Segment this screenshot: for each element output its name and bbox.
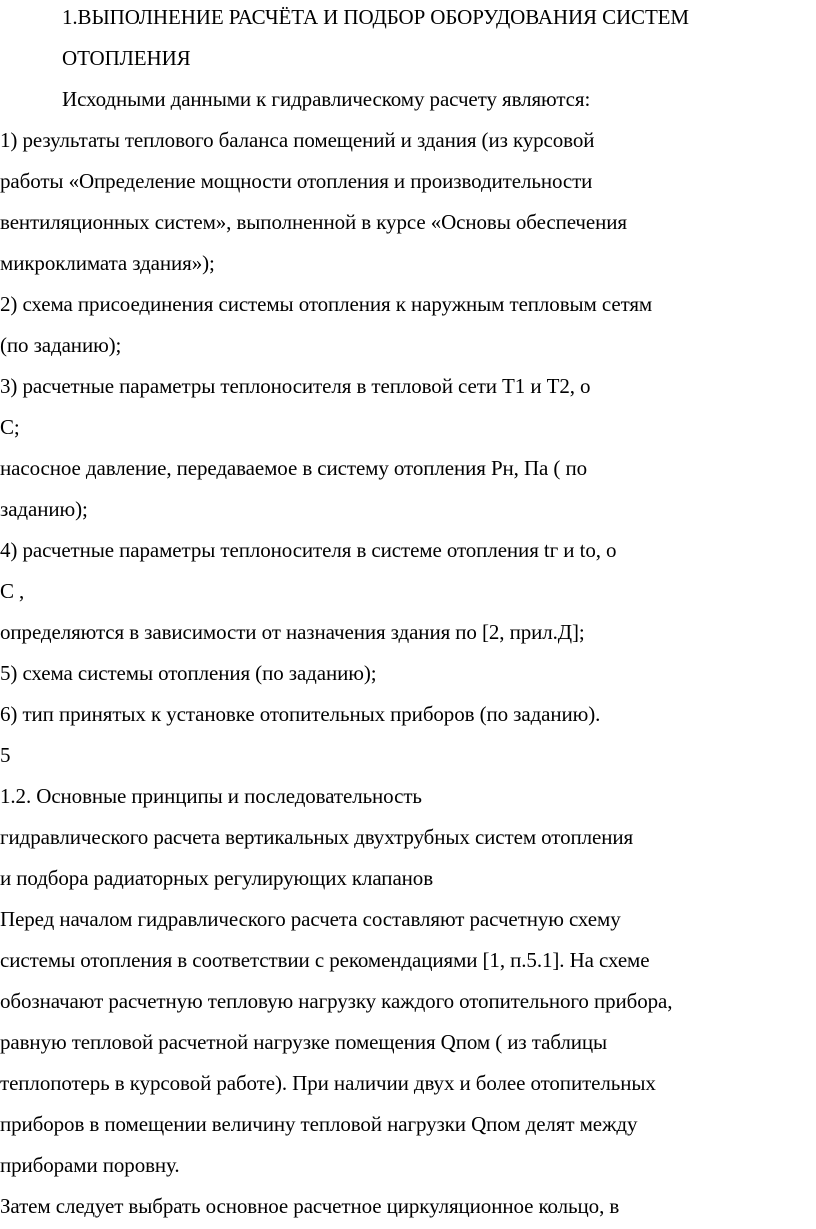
subsection-heading-line-3: и подбора радиаторных регулирующих клапанов bbox=[0, 866, 434, 890]
body-paragraph-line-2: системы отопления в соответствии с рекомендациями [1, п.5.1]. На схеме bbox=[0, 948, 650, 972]
list-item-1-line-1: 1) результаты теплового баланса помещений и здания (из курсовой bbox=[0, 128, 595, 152]
body-paragraph-line-8: Затем следует выбрать основное расчетное циркуляционное кольцо, в bbox=[0, 1194, 620, 1218]
list-item-1-line-2: работы «Определение мощности отопления и производительности bbox=[0, 169, 593, 193]
list-item-4-line-1: 4) расчетные параметры теплоносителя в системе отопления tг и tо, о bbox=[0, 538, 617, 562]
body-paragraph-line-3: обозначают расчетную тепловую нагрузку каждого отопительного прибора, bbox=[0, 989, 673, 1013]
list-item-3-line-2: С; bbox=[0, 415, 20, 439]
list-item-4-line-3: определяются в зависимости от назначения здания по [2, прил.Д]; bbox=[0, 620, 585, 644]
body-paragraph-line-5: теплопотерь в курсовой работе). При наличии двух и более отопительных bbox=[0, 1071, 656, 1095]
list-item-5-line: 5) схема системы отопления (по заданию); bbox=[0, 661, 377, 685]
body-paragraph-line-7: приборами поровну. bbox=[0, 1153, 180, 1177]
list-item-1-line-3: вентиляционных систем», выполненной в курсе «Основы обеспечения bbox=[0, 210, 627, 234]
intro-paragraph-line: Исходными данными к гидравлическому расчету являются: bbox=[62, 87, 591, 111]
body-paragraph-line-4: равную тепловой расчетной нагрузке помещения Qпом ( из таблицы bbox=[0, 1030, 608, 1054]
list-item-2-line-2: (по заданию); bbox=[0, 333, 122, 357]
list-item-4-line-2: С , bbox=[0, 579, 25, 603]
section-heading-line-1: 1.ВЫПОЛНЕНИЕ РАСЧЁТА И ПОДБОР ОБОРУДОВАНИЯ СИСТЕМ bbox=[62, 5, 689, 29]
list-item-2-line-1: 2) схема присоединения системы отопления к наружным тепловым сетям bbox=[0, 292, 653, 316]
list-item-6-line: 6) тип принятых к установке отопительных приборов (по заданию). bbox=[0, 702, 601, 726]
body-paragraph-line-6: приборов в помещении величину тепловой нагрузки Qпом делят между bbox=[0, 1112, 638, 1136]
body-paragraph-line-1: Перед началом гидравлического расчета составляют расчетную схему bbox=[0, 907, 621, 931]
section-heading-line-2: ОТОПЛЕНИЯ bbox=[62, 46, 191, 70]
list-item-3-line-4: заданию); bbox=[0, 497, 88, 521]
page-number: 5 bbox=[0, 743, 11, 767]
subsection-heading-line-1: 1.2. Основные принципы и последовательность bbox=[0, 784, 422, 808]
list-item-1-line-4: микроклимата здания»); bbox=[0, 251, 215, 275]
subsection-heading-line-2: гидравлического расчета вертикальных двухтрубных систем отопления bbox=[0, 825, 634, 849]
list-item-3-line-3: насосное давление, передаваемое в систему отопления Рн, Па ( по bbox=[0, 456, 588, 480]
list-item-3-line-1: 3) расчетные параметры теплоносителя в тепловой сети Т1 и Т2, о bbox=[0, 374, 591, 398]
